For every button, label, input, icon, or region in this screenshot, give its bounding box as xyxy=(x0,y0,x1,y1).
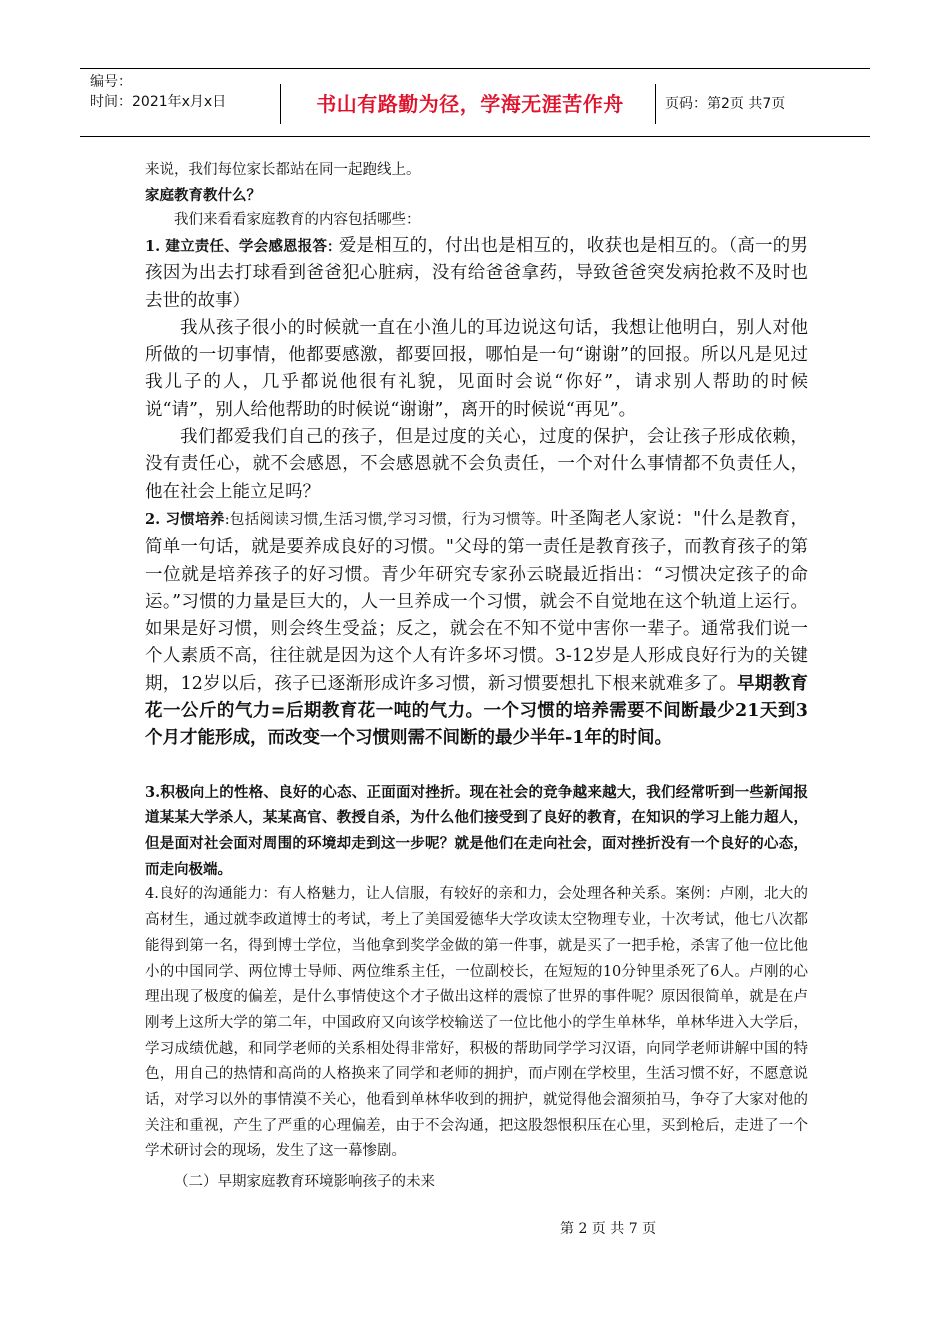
item-2-subtext: :包括阅读习惯,生活习惯,学习习惯，行为习惯等。 xyxy=(224,511,551,528)
paragraph-gratitude-story: 我从孩子很小的时候就一直在小渔儿的耳边说这句话，我想让他明白，别人对他所做的一切事情，他都要感激，都要回报，哪怕是一句“谢谢”的回报。所以凡是见过我儿子的人，几乎都说他很有礼貌，见面时会说“你好”，请求别人帮助的时候说“请”，别人给他帮助的时候说“谢谢”，离开的时候说“再见”。 xyxy=(145,317,808,420)
paragraph-continuation: 来说，我们每位家长都站在同一起跑线上。 xyxy=(145,162,421,178)
item-1-paragraph xyxy=(145,233,808,315)
item-2-emphasis: 早期教育花一公斤的气力=后期教育花一吨的气力。一个习惯的培养需要不间断最少21天到3个月才能形成，而改变一个习惯则需不间断的最少半年-1年的时间。 xyxy=(145,673,809,749)
paragraph-overprotection: 我们都爱我们自己的孩子，但是过度的关心，过度的保护，会让孩子形成依赖，没有责任心，就不会感恩，不会感恩就不会负责任，一个对什么事情都不负责任人，他在社会上能立足吗？ xyxy=(145,427,808,502)
subsection-heading: （二）早期家庭教育环境影响孩子的未来 xyxy=(174,1174,435,1191)
document-time-label: 时间：2021年x月x日 xyxy=(90,94,227,110)
section-heading: 家庭教育教什么？ xyxy=(145,187,261,204)
document-number-label: 编号： xyxy=(90,74,132,90)
footer-page-number: 第 2 页 共 7 页 xyxy=(560,1221,657,1237)
header-top-rule xyxy=(80,68,870,69)
header-page-label: 页码：第2页 共7页 xyxy=(665,96,786,112)
header-motto: 书山有路勤为径，学海无涯苦作舟 xyxy=(316,92,624,116)
header-divider-left xyxy=(280,84,281,124)
item-1-text: : 爱是相互的，付出也是相互的，收获也是相互的。（高一的男孩因为出去打球看到爸爸犯心脏病，没有给爸爸拿药，导致爸爸突发病抢救不及时也去世的故事） xyxy=(145,236,808,311)
header-bottom-rule xyxy=(80,136,870,137)
item-2-paragraph xyxy=(145,506,808,753)
intro-paragraph: 我们来看看家庭教育的内容包括哪些： xyxy=(174,212,421,228)
document-body xyxy=(145,158,808,1197)
item-1-heading: 1. 建立责任、学会感恩报答 xyxy=(145,238,328,255)
header-divider-right xyxy=(655,84,656,124)
item-2-heading: 2. 习惯培养 xyxy=(145,510,225,528)
item-3-paragraph: 3.积极向上的性格、良好的心态、正面面对挫折。现在社会的竞争越来越大，我们经常听到一些新闻报道某某大学杀人，某某高官、教授自杀，为什么他们接受到了良好的教育，在知识的学习上能力超人，但是面对社会面对周围的环境却走到这一步呢？就是他们在走向社会，面对挫折没有一个良好的心态，而走向极端。 xyxy=(145,783,808,878)
item-4-paragraph: 4.良好的沟通能力：有人格魅力，让人信服，有较好的亲和力，会处理各种关系。案例：卢刚，北大的高材生，通过就李政道博士的考试，考上了美国爱德华大学攻读太空物理专业，十次考试，他七八次都能得到第一名，得到博士学位，当他拿到奖学金做的第一件事，就是买了一把手枪，杀害了他一位比他小的中国同学、两位博士导师、两位维系主任，一位副校长，在短短的10分钟里杀死了6人。卢刚的心理出现了极度的偏差，是什么事情使这个才子做出这样的震惊了世界的事件呢？原因很简单，就是在卢刚考上这所大学的第二年，中国政府又向该学校输送了一位比他小的学生单林华，单林华进入大学后，学习成绩优越，和同学老师的关系相处得非常好，积极的帮助同学学习汉语，向同学老师讲解中国的特色，用自己的热情和高尚的人格换来了同学和老师的拥护，而卢刚在学校里，生活习惯不好，不愿意说话，对学习以外的事情漠不关心，他看到单林华收到的拥护，就觉得他会溜须拍马，争夺了大家对他的关注和重视，产生了严重的心理偏差，由于不会沟通，把这股怨恨积压在心里，买到枪后，走进了一个学术研讨会的现场，发生了这一幕惨剧。 xyxy=(145,886,808,1160)
item-2-text: 叶圣陶老人家说："什么是教育，简单一句话，就是要养成良好的习惯。"父母的第一责任是教育孩子，而教育孩子的第一位就是培养孩子的好习惯。青少年研究专家孙云晓最近指出：“习惯决定孩子的命运。”习惯的力量是巨大的，人一旦养成一个习惯，就会不自觉地在这个轨道上运行。如果是好习惯，则会终生受益；反之，就会在不知不觉中害你一辈子。通常我们说一个人素质不高，往往就是因为这个人有许多坏习惯。3-12岁是人形成良好行为的关键期，12岁以后，孩子已逐渐形成许多习惯，新习惯要想扎下根来就难多了。 xyxy=(145,508,808,694)
